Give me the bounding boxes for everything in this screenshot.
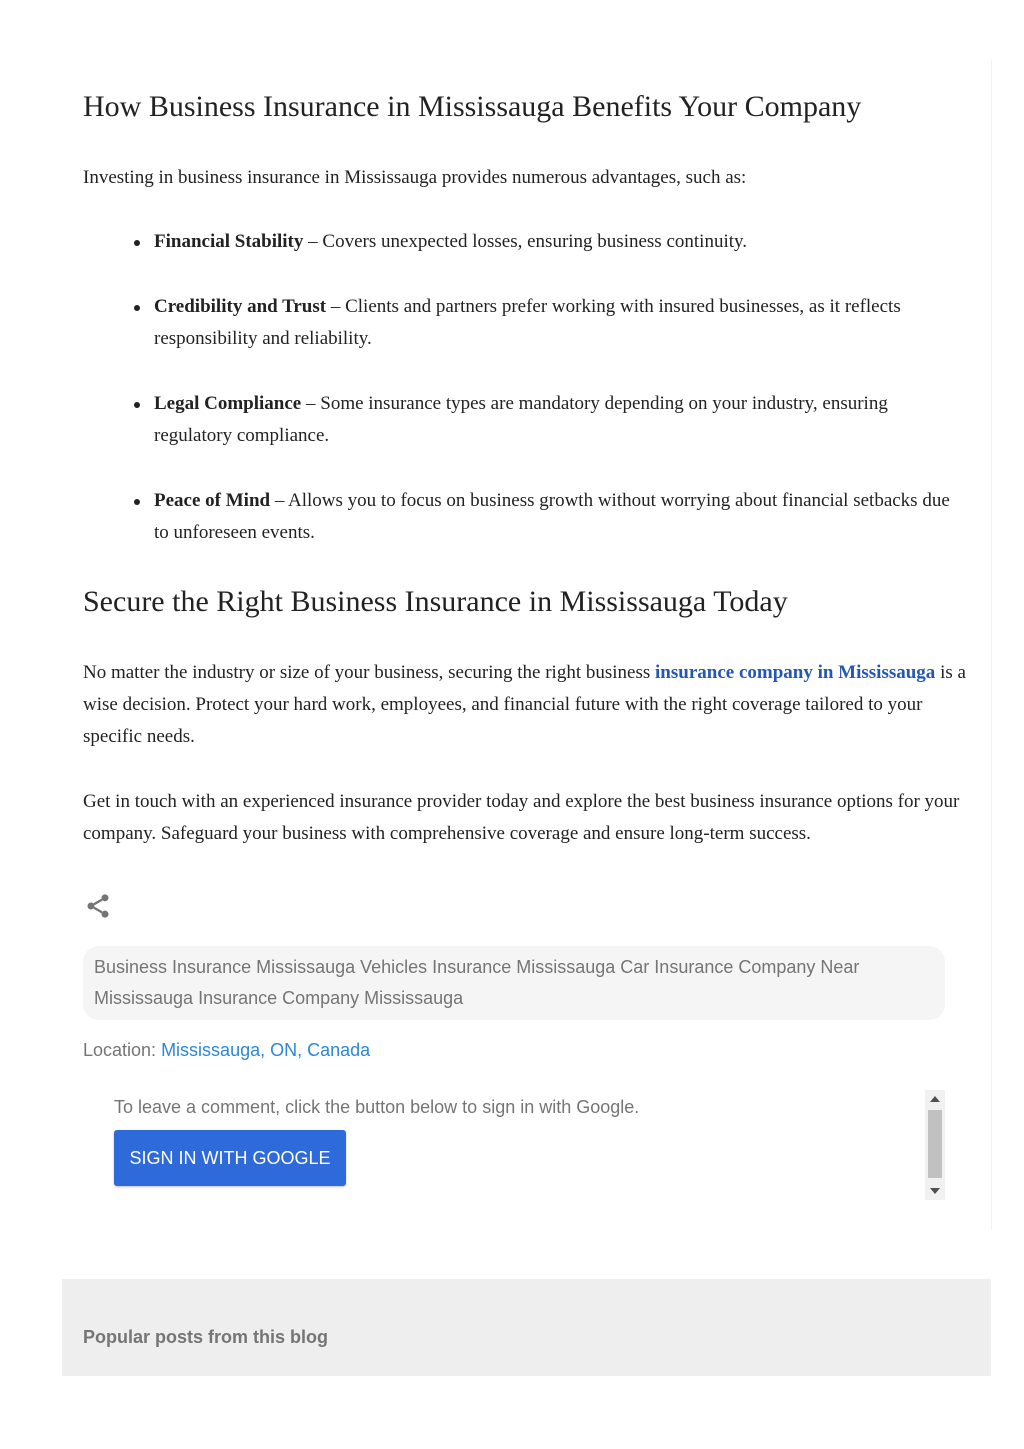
closing-paragraph-1 — [83, 657, 968, 753]
post-location — [83, 1036, 370, 1064]
para-text-before: No matter the industry or size of your business, securing the right business — [83, 662, 656, 683]
closing-paragraph-2: Get in touch with an experienced insurance provider today and explore the best business insurance options for your company. Safeguard your business with comprehensive coverage and ensure long-term success. — [83, 791, 960, 844]
benefit-text: – Some insurance types are mandatory depending on your industry, ensuring regulatory compliance. — [154, 393, 888, 446]
location-label: Location: — [83, 1040, 162, 1060]
comment-frame — [84, 1090, 946, 1202]
benefit-text: – Allows you to focus on business growth without worrying about financial setbacks due to unforeseen events. — [154, 490, 950, 543]
benefit-text: – Clients and partners prefer working with insured businesses, as it reflects responsibility and reliability. — [154, 296, 901, 349]
scroll-thumb[interactable] — [928, 1110, 942, 1178]
intro-paragraph: Investing in business insurance in Mississauga provides numerous advantages, such as: — [83, 167, 747, 188]
list-item — [83, 485, 968, 549]
post-labels — [83, 946, 945, 1020]
benefit-text: – Covers unexpected losses, ensuring business continuity. — [303, 231, 748, 252]
insurance-company-link[interactable]: insurance company in Mississauga — [655, 662, 936, 683]
list-item — [83, 226, 968, 258]
comment-prompt: To leave a comment, click the button below to sign in with Google. — [114, 1097, 640, 1117]
scroll-up-arrow-icon[interactable] — [925, 1090, 945, 1108]
label-link[interactable]: Vehicles Insurance Mississauga — [360, 957, 616, 977]
popular-posts-title: Popular posts from this blog — [83, 1327, 329, 1347]
label-link[interactable]: Car Insurance Company Near Mississauga — [94, 957, 860, 1008]
list-item — [83, 388, 968, 452]
scroll-down-arrow-icon[interactable] — [925, 1182, 945, 1200]
share-icon[interactable] — [84, 892, 112, 920]
popular-posts-section — [62, 1279, 991, 1376]
comment-scrollbar[interactable] — [925, 1090, 945, 1200]
benefit-title: Credibility and Trust — [154, 296, 327, 317]
sign-in-with-google-button[interactable]: SIGN IN WITH GOOGLE — [114, 1130, 346, 1186]
para-text-after: is a wise decision. Protect your hard work, employees, and financial future with the right coverage tailored to your specific needs. — [83, 662, 966, 747]
label-link[interactable]: Business Insurance Mississauga — [94, 957, 356, 977]
section-heading-secure: Secure the Right Business Insurance in Mississauga Today — [83, 585, 788, 618]
benefit-title: Peace of Mind — [154, 490, 271, 511]
location-link[interactable]: Mississauga, ON, Canada — [161, 1040, 371, 1060]
benefits-list — [83, 226, 968, 582]
list-item — [83, 291, 968, 355]
benefit-title: Legal Compliance — [154, 393, 302, 414]
benefit-title: Financial Stability — [154, 231, 304, 252]
label-link[interactable]: Insurance Company Mississauga — [198, 988, 464, 1008]
section-heading-benefits: How Business Insurance in Mississauga Benefits Your Company — [83, 90, 862, 123]
